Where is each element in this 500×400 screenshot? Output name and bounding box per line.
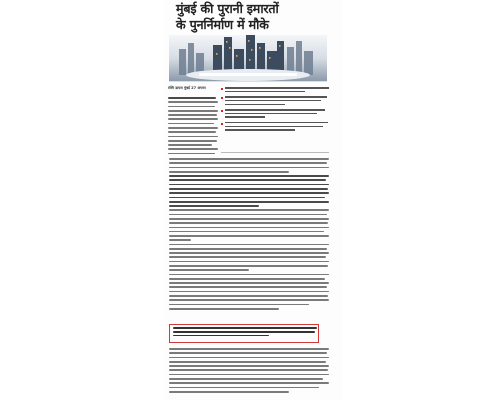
highlight-item [221,109,329,120]
article-highlights [221,87,329,135]
bullet-marker-icon [221,97,223,99]
newspaper-clipping [164,0,342,400]
highlight-item [221,87,329,94]
highlight-item [221,122,329,133]
bullet-marker-icon [221,88,223,90]
article-text-column-left [168,97,218,157]
highlight-item [221,96,329,107]
city-skyline-illustration [169,35,327,81]
article-photo [169,35,327,82]
bullet-marker-icon [221,110,223,112]
highlighted-paragraph [169,324,319,343]
article-body-text [169,158,329,312]
article-byline: रश्मि डायस मुंबई 27 अगस्त [168,86,206,90]
article-text-continued [169,348,329,395]
bullet-marker-icon [221,123,223,125]
article-headline [176,1,336,33]
section-divider [221,152,329,153]
headline-line-2: के पुनर्निर्माण में मौके [176,17,269,32]
headline-line-1: मुंबई की पुरानी इमारतों [176,1,279,16]
